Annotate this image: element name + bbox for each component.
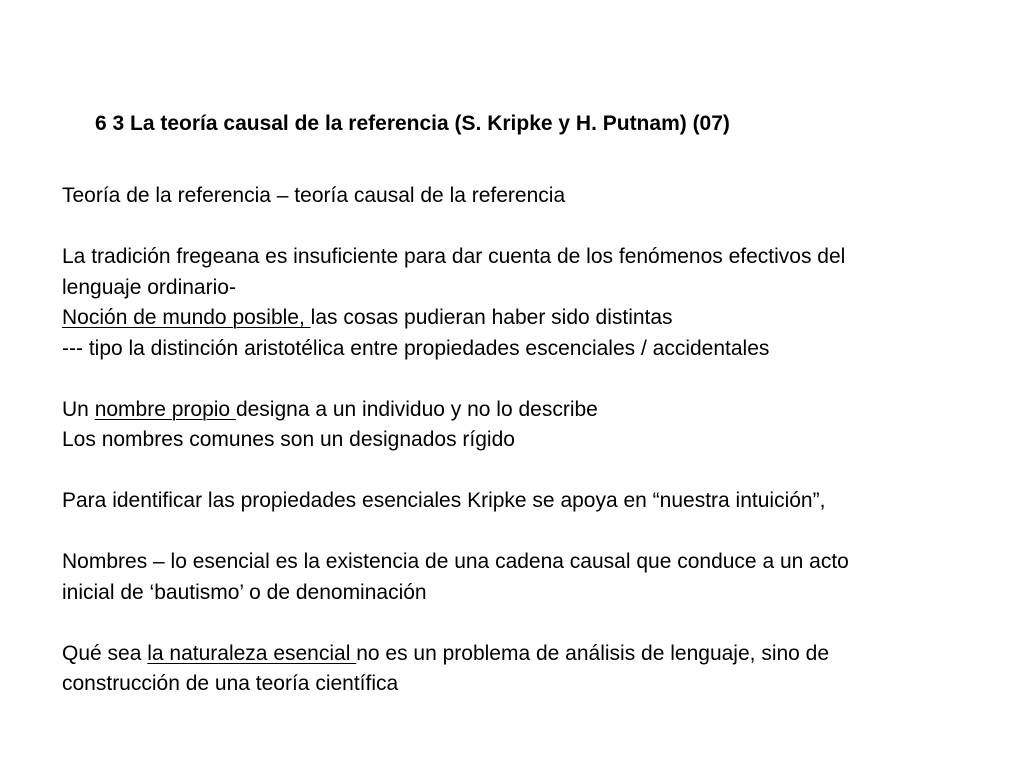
text-line: lenguaje ordinario- xyxy=(62,275,236,299)
underlined-term: la naturaleza esencial xyxy=(147,641,357,665)
text-line: construcción de una teoría científica xyxy=(62,672,399,695)
text-line: --- tipo la distinción aristotélica entre propiedades escenciales / accidentales xyxy=(62,336,770,360)
text-line: La tradición fregeana es insuficiente para dar cuenta de los fenómenos efectivos del xyxy=(62,245,846,268)
text-fragment: designa a un individuo y no lo describe xyxy=(235,397,598,421)
underlined-term: Noción de mundo posible, xyxy=(62,306,311,329)
underlined-term: nombre propio xyxy=(94,397,236,421)
text-line xyxy=(62,303,962,334)
paragraph-essential-nature xyxy=(62,639,962,700)
paragraph-proper-names xyxy=(62,395,962,456)
paragraph-fregean-tradition xyxy=(62,242,962,364)
paragraph-intuition xyxy=(62,486,962,517)
text-line xyxy=(62,639,962,670)
text-line: Teoría de la referencia – teoría causal de la referencia xyxy=(62,184,566,207)
text-line: Para identificar las propiedades esenciales Kripke se apoya en “nuestra intuición”, xyxy=(62,489,826,512)
text-fragment: no es un problema de análisis de lenguaje, sino de xyxy=(356,641,830,665)
text-line: Los nombres comunes son un designados rígido xyxy=(62,428,515,451)
text-fragment: Qué sea xyxy=(62,641,148,665)
text-fragment: Un xyxy=(62,397,95,421)
text-line: Nombres – lo esencial es la existencia de una cadena causal que conduce a un acto xyxy=(62,550,849,573)
slide-title: 6 3 La teoría causal de la referencia (S. Kripke y H. Putnam) (07) xyxy=(95,112,730,135)
paragraph-definition xyxy=(62,181,962,212)
paragraph-causal-chain xyxy=(62,547,962,608)
text-fragment: las cosas pudieran haber sido distintas xyxy=(310,306,673,329)
slide-body xyxy=(62,181,962,730)
text-line xyxy=(62,395,962,426)
text-line: inicial de ‘bautismo’ o de denominación xyxy=(62,580,427,604)
